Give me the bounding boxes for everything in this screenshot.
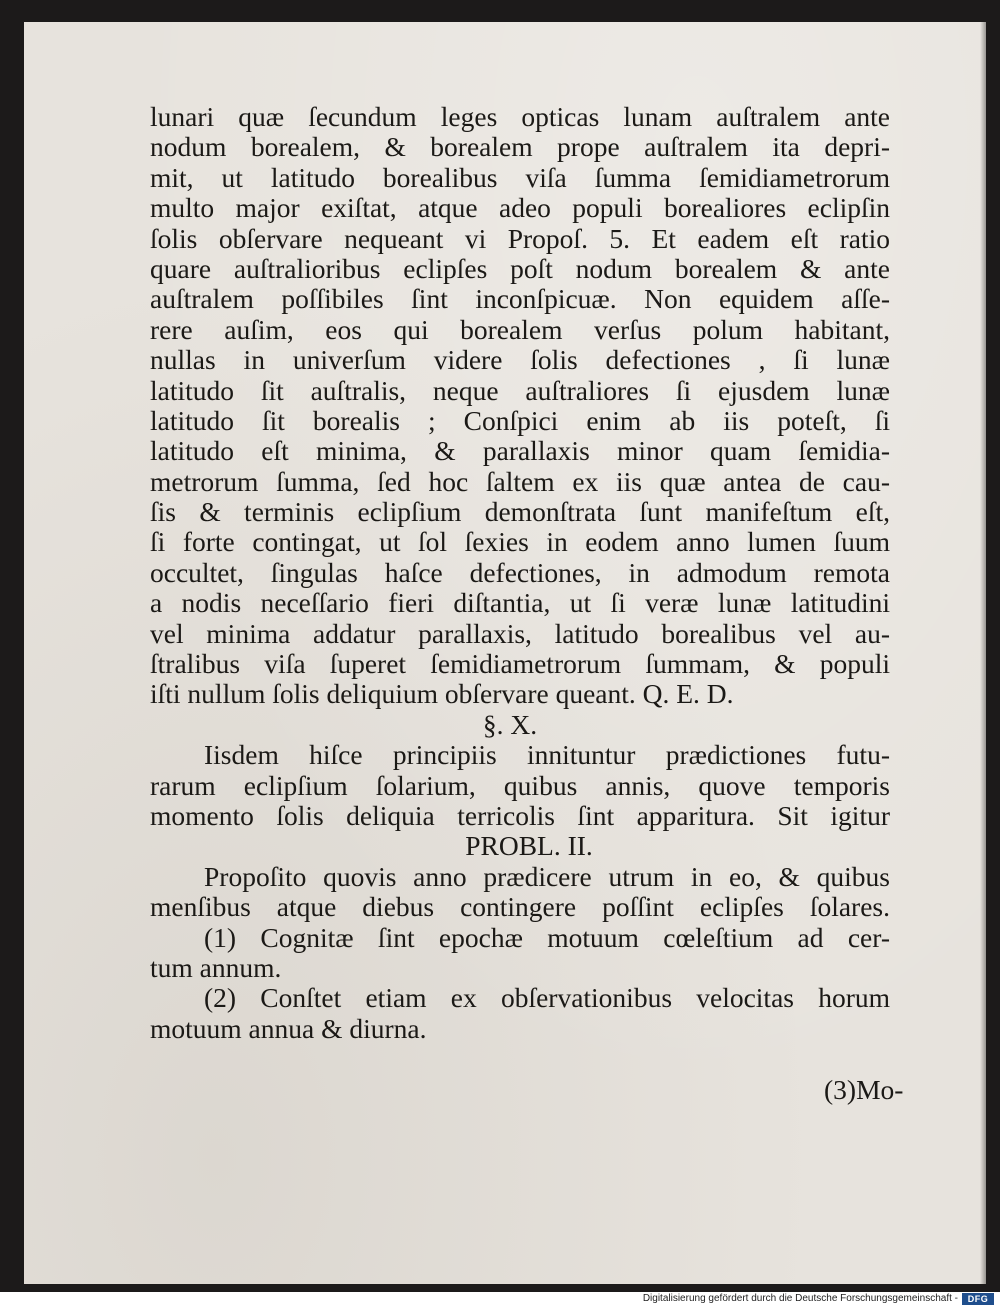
- text-line: multo major exiſtat, atque adeo populi borealiores eclipſin: [150, 192, 890, 224]
- text-line: vel minima addatur parallaxis, latitudo borealibus vel au-: [150, 617, 890, 649]
- text-line: quare auſtralioribus eclipſes poſt nodum borealem & ante: [150, 252, 890, 284]
- text-line: occultet, ſingulas haſce defectiones, in admodum remota: [150, 556, 890, 588]
- text-line: menſibus atque diebus contingere poſſint eclipſes ſolares.: [150, 891, 890, 923]
- text-line: ſtralibus viſa ſuperet ſemidiametrorum ſummam, & populi: [150, 648, 890, 680]
- text-line: latitudo eſt minima, & parallaxis minor quam ſemidia-: [150, 435, 890, 467]
- dfg-logo: DFG: [962, 1293, 994, 1305]
- book-page: [24, 22, 986, 1284]
- text-line: lunari quæ ſecundum leges opticas lunam auſtralem ante: [150, 101, 890, 132]
- text-line: ſi forte contingat, ut ſol ſexies in eodem anno lumen ſuum: [150, 526, 890, 558]
- text-line: Iisdem hiſce principiis innituntur prædictiones futu-: [204, 739, 890, 771]
- text-line: rere auſim, eos qui borealem verſus polum habitant,: [150, 313, 890, 345]
- text-line: ſolis obſervare nequeant vi Propoſ. 5. Et eadem eſt ratio: [150, 222, 890, 254]
- text-line: mit, ut latitudo borealibus viſa ſumma ſemidiametrorum: [150, 161, 890, 193]
- text-line: motuum annua & diurna.: [150, 1012, 427, 1044]
- text-line: latitudo ſit auſtralis, neque auſtraliores ſi ejusdem lunæ: [150, 374, 890, 406]
- text-line: a nodis neceſſario fieri diſtantia, ut ſi veræ lunæ latitudini: [150, 587, 890, 619]
- text-line: rarum eclipſium ſolarium, quibus annis, quove temporis: [150, 769, 890, 801]
- text-line: auſtralem poſſibiles ſint inconſpicuæ. Non equidem aſſe-: [150, 283, 890, 315]
- text-line: latitudo ſit borealis ; Conſpici enim ab iis poteſt, ſi: [150, 404, 890, 436]
- page-text: [150, 102, 890, 1044]
- text-line: nodum borealem, & borealem prope auſtralem ita depri-: [150, 131, 890, 163]
- text-line: ſis & terminis eclipſium demonſtrata ſunt manifeſtum eſt,: [150, 496, 890, 528]
- text-line: Propoſito quovis anno prædicere utrum in eo, & quibus: [204, 860, 890, 892]
- catchword: (3)Mo-: [824, 1074, 904, 1105]
- problem-heading: PROBL. II.: [465, 830, 593, 862]
- text-line: nullas in univerſum videre ſolis defectiones , ſi lunæ: [150, 344, 890, 376]
- funding-credit: Digitalisierung gefördert durch die Deutsche Forschungsgemeinschaft -: [642, 1293, 958, 1304]
- list-item-2: (2) Conſtet etiam ex obſervationibus velocitas horum: [204, 982, 890, 1014]
- list-item-1: (1) Cognitæ ſint epochæ motuum cœleſtium ad cer-: [204, 921, 890, 953]
- page-edge-shadow: [980, 22, 986, 1284]
- text-line: tum annum.: [150, 951, 282, 983]
- text-line: iſti nullum ſolis deliquium obſervare queant. Q. E. D.: [150, 678, 734, 710]
- text-line: momento ſolis deliquia terricolis ſint apparitura. Sit igitur: [150, 799, 890, 831]
- section-heading: §. X.: [482, 708, 538, 740]
- text-line: metrorum ſumma, ſed hoc ſaltem ex iis quæ antea de cau-: [150, 465, 890, 497]
